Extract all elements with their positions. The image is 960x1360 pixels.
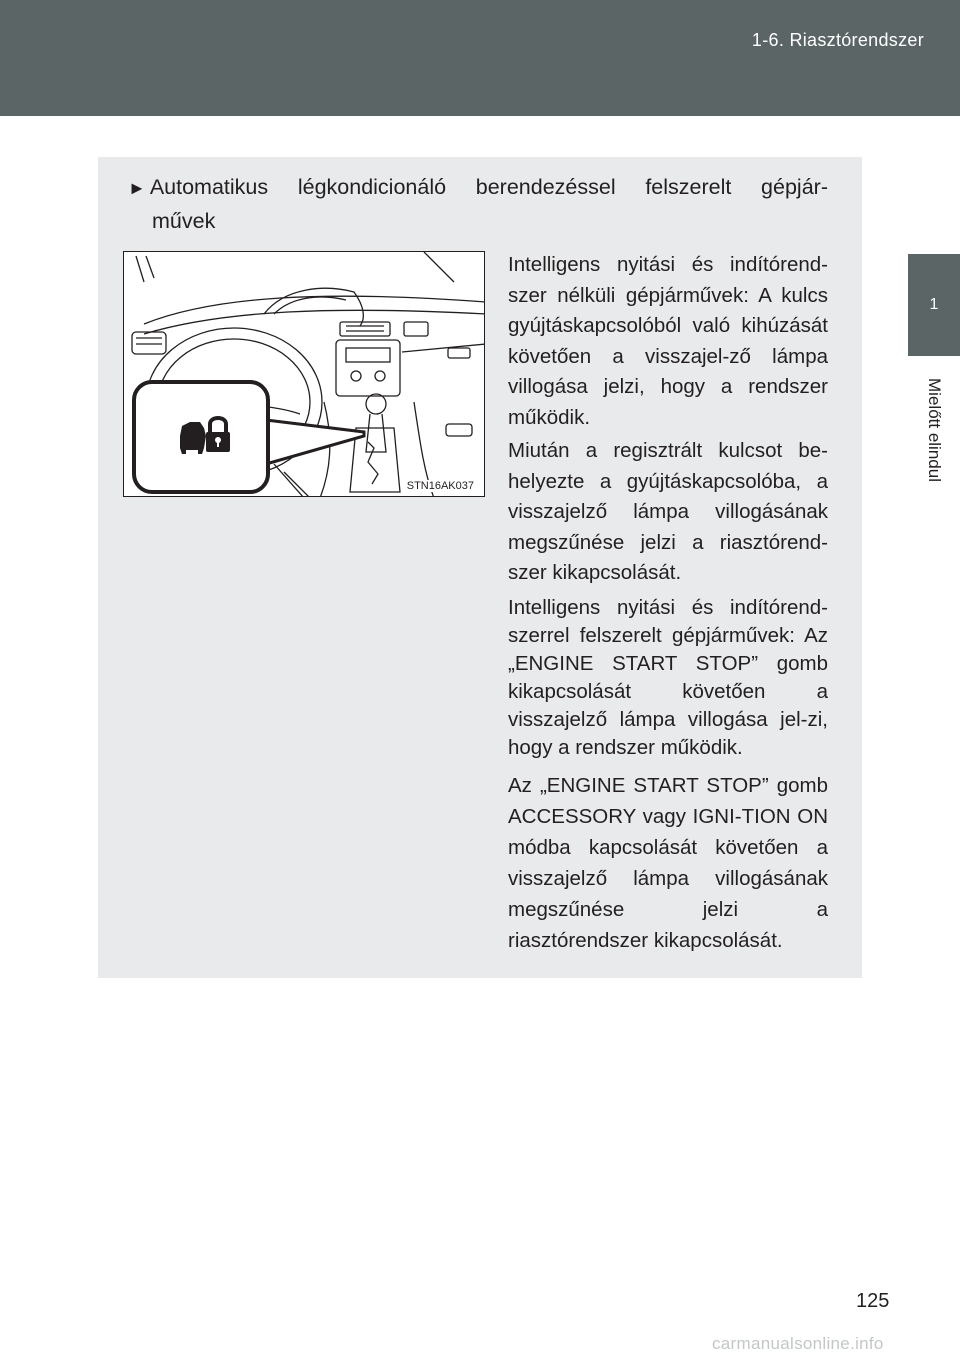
chapter-label: Mielőtt elindul bbox=[925, 378, 944, 482]
paragraph-2: Miután a regisztrált kulcsot be-helyezte a gyújtáskapcsolóba, a visszajelző lámpa villogásának megszűnése jelzi a riasztórend-szer kikapcsolását. bbox=[508, 439, 828, 584]
paragraph-3: Intelligens nyitási és indítórend-szerrel felszerelt gépjárművek: Az „ENGINE START STOP” gomb kikapcsolását követően a visszajelző lámpa villogása jel-zi, hogy a rendszer működik. bbox=[508, 596, 828, 759]
section-heading bbox=[128, 170, 828, 205]
paragraph-1: Intelligens nyitási és indítórend-szer nélküli gépjárművek: A kulcs gyújtáskapcsolóból való kihúzását követően a visszajel-ző lámpa villogása jelzi, hogy a rendszer működik. bbox=[508, 253, 828, 429]
heading-text-line1: Automatikus légkondicionáló berendezéssel felszerelt gépjár- bbox=[149, 175, 828, 199]
dashboard-illustration bbox=[123, 251, 485, 497]
watermark: carmanualsonline.info bbox=[712, 1334, 884, 1353]
triangle-marker-icon: ► bbox=[128, 178, 146, 198]
dashboard-drawing bbox=[124, 252, 485, 497]
paragraph-4: Az „ENGINE START STOP” gomb ACCESSORY vagy IGNI-TION ON módba kapcsolását követően a visszajelző lámpa villogásának megszűnése jelzi a riasztórendszer kikapcsolását. bbox=[508, 774, 828, 952]
heading-text-line2: művek bbox=[152, 209, 216, 233]
section-title: 1-6. Riasztórendszer bbox=[751, 30, 924, 50]
chapter-tab: 1 bbox=[908, 254, 960, 356]
page-number: 125 bbox=[856, 1290, 890, 1312]
figure-code: STN16AK037 bbox=[406, 480, 474, 492]
page-header bbox=[0, 0, 960, 116]
